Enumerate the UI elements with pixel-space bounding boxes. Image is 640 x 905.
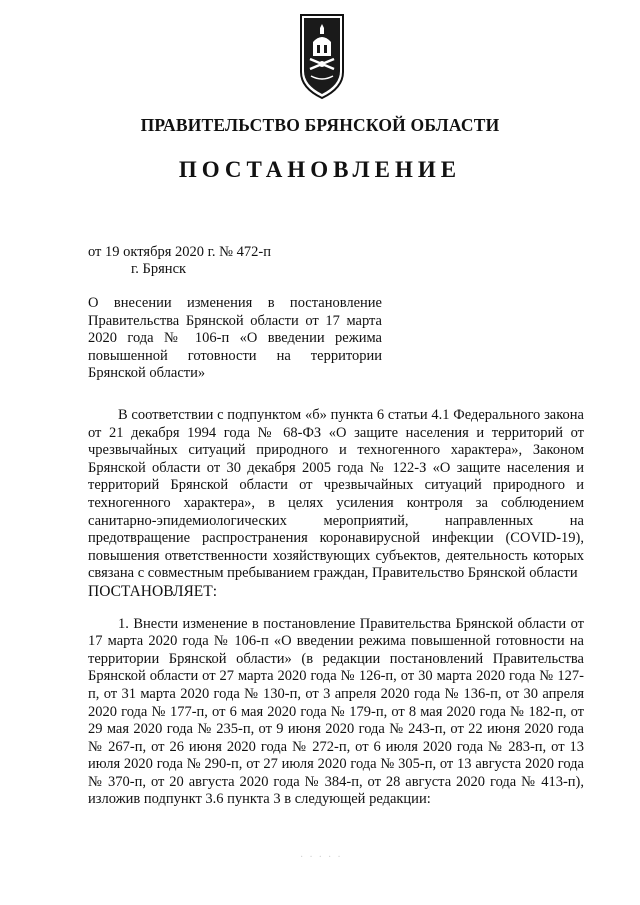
resolve-word: ПОСТАНОВЛЯЕТ: bbox=[88, 582, 218, 600]
document-city: г. Брянск bbox=[131, 261, 187, 277]
document-date-number: от 19 октября 2020 г. № 472-п bbox=[88, 244, 271, 260]
scan-artifact: ····· bbox=[300, 852, 347, 863]
document-type-heading: ПОСТАНОВЛЕНИЕ bbox=[178, 157, 462, 182]
coat-of-arms-icon bbox=[299, 12, 345, 100]
preamble-paragraph: В соответствии с подпунктом «б» пункта 6 статьи 4.1 Федерального закона от 21 декабря 1994 года № 68-ФЗ «О защите населения и территорий от чрезвычайных ситуаций природного и техногенного характера», Законом Брянской области от 30 декабря 2005 года № 122-З «О защите населения и территорий Брянской области от чрезвычайных ситуаций природного и техногенного характера», в целях усиления контроля за соблюдением санитарно-эпидемиологических мероприятий, направленных на предотвращение распространения коронавирусной инфекции (COVID-19), повышения ответственности хозяйствующих субъектов, деятельность которых связана с совместным пребыванием граждан, Правительство Брянской области bbox=[88, 407, 584, 582]
document-body bbox=[88, 407, 584, 809]
government-title: ПРАВИТЕЛЬСТВО БРЯНСКОЙ ОБЛАСТИ bbox=[140, 115, 500, 135]
item-1-paragraph: 1. Внести изменение в постановление Правительства Брянской области от 17 марта 2020 года № 106-п «О введении режима повышенной готовности на территории Брянской области» (в редакции постановлений Правительства Брянской области от 27 марта 2020 года № 126-п, от 30 марта 2020 года № 127-п, от 31 марта 2020 года № 130-п, от 3 апреля 2020 года № 136-п, от 30 апреля 2020 года № 177-п, от 6 мая 2020 года № 179-п, от 8 мая 2020 года № 182-п, от 29 мая 2020 года № 235-п, от 9 июня 2020 года № 243-п, от 22 июня 2020 года № 267-п, от 26 июня 2020 года № 272-п, от 6 июля 2020 года № 283-п, от 13 июля 2020 года № 290-п, от 27 июля 2020 года № 305-п, от 13 августа 2020 года № 370-п, от 20 августа 2020 года № 384-п, от 28 августа 2020 года № 413-п), изложив подпункт 3.6 пункта 3 в следующей редакции: bbox=[88, 615, 584, 808]
document-subject: О внесении изменения в постановление Правительства Брянской области от 17 марта 2020 года № 106-п «О введении режима повышенной готовности на территории Брянской области» bbox=[88, 295, 382, 382]
